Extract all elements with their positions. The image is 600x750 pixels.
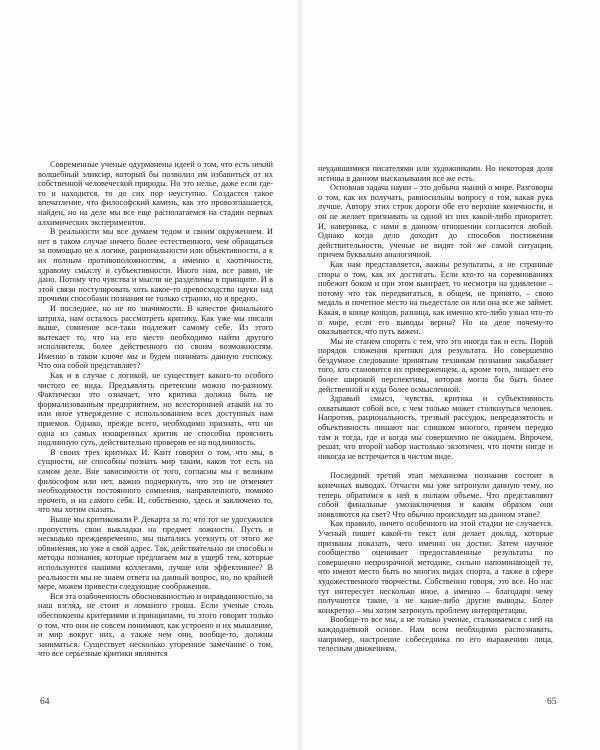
paragraph: И последнее, но не по значимости. В качестве финального штриха, нам осталось рассмотреть критику. Как уже мы писали выше, сомнение все-таки подлежит самому себе. Из этого вытекает то, что на его место необходимо найти другого исполнителя, более действенного по своим возможностям. Именно в таком ключе мы и будем понимать данную госпожу. Что она собой представляет?: [38, 303, 273, 371]
left-page-text: [38, 160, 273, 659]
right-page-text: [318, 164, 553, 654]
paragraph: Вся эта озабоченность обоснованностью и оправданностью, за наш взгляд, не стоит и ломаного гроша. Если ученые столь обеспокоены критериями и принципами, то этого говорит только о том, что они не совсем понимают, как устроено и их мышление, и мир вокруг них, а также чем они, вообще-то, должны заниматься. Существует несколько уторенное замечание о том, что все серьезные критики являются: [38, 591, 273, 659]
paragraph: Мы не станем спорить с тем, что это иногда так и есть. Порой порядок сложения критики для результата. Но совершенно бездумное следование принятым техникам познания закабаляет того, кто становится их приверженцем, а, кроме того, лишает его более широкой перспективы, которая могла бы быть более действенной и куда более осмысленной.: [318, 336, 553, 394]
paragraph: Как нам представляется, важны результаты, а не странные споры о том, как их достигать. Если кто-то на соревнованиях побежит боком и при этом выиграет, то несмотря на удивление – потому что так передвигаться, в общем, не принято, – свою медаль и почетное место на пьедестале он или она все же займет. Какая, в конце концов, разница, как именно кто-либо узнал что-то о мире, если его выводы верны? Но на деле почему-то оказывается, что путь важен.: [318, 259, 553, 337]
section-gap: [318, 461, 553, 471]
page-number-left: 64: [40, 697, 50, 707]
paragraph: Современные ученые одурманены идеей о том, что есть некий волшебный эликсир, который бы позволил им избавиться от их собственной человеческой природы. Но это нелье, даже если где-то и находится, то до сих пор неуступно. Создастся такое впечатление, что философский камень, как это провозглашается, найден, но на деле мы все еще располагаемся на стадии первых алхимических экспериментов.: [38, 160, 273, 227]
paragraph: Основная задача науки – это добыча знаний о мире. Разговоры о том, как их получать, равносильны вопросу о том, какая рука лучше. Автору этих строк дороги обе его верхние конечности, и он не желает признавать за одной из них какой-либо приоритет. И, наверника, с нами в данном отношении согласится любой. Однако когда дело доходит до способов постижения действительности, ученые не видят той же самой ситуации, причем буквально аналогичной.: [318, 183, 553, 260]
paragraph: Здравый смысл, чувства, критика и субъективность охватывают собой все, с чем только может столкнуться человек. Напротив, рациональность, трезвый рассудок, непредвзятость и объективность лишают нас слишком многого, причем передко там и тогда, где и когда мы совершенно не ожидаем. Впрочем, решат, что второй набор настолько экзотичен, что почти нигде и никогда не встречается в чистом виде.: [318, 394, 553, 461]
paragraph: Последний третий этап механизма познания состоит в конечных выводах. Отчасти мы уже затронули данную тему, но теперь обратимся к ней в полном объеме. Что представляют собой финальные умозаключения и каким образом они появляются на свет? Что обычно происходит на данном этапе?: [318, 471, 553, 519]
paragraph: Вообще-то все мы, а не только ученые, сталкиваемся с ней на каждодневной основе. Нам всем необходимо распознавать, например, настроение собеседника по его выражению лица, телесным движениям,: [318, 615, 553, 654]
paragraph: Выше мы критиковали Р. Декарта за то, что тот не удосужился пропустить свои выкладки на предмет ложности. Пусть и несколько преждевременно, мы пытались усекнуть от этого же обвинения, но уже в свой адрес. Так, действительно ли способы и методы познания, которые предлагаем мы в ущерб тем, которые используются нашими коллегами, лучше или эффективнее? В реальности мы не знаем ответа на данный вопрос, но, по крайней мере, можем привести следующие соображения.: [38, 514, 273, 592]
paragraph: В своих трех критиках И. Кант говорил о том, что мы, в сущности, не способны познать мир таким, каков тот есть на самом деле. Вне зависимости от того, согласны мы с великим философом или нет, важно подчеркнуть, что это не отменяет необходимости постоянного сомнения, направленного, помимо прочего, и на самого себя. И, собственно, здесь и заключено то, что мы хотим сказать.: [38, 447, 273, 515]
paragraph: Как правило, ничего особенного на этой стадии не случается. Ученый пишет какой-то текст или делает доклад, которые призваны показать, чего именно он достиг. Затем научное сообщество оценивает предоставленные результаты по совершенно непрозрачной методике, сильно напоминающей те, что имеют место быть во многих видах спорта, а также в сфере художественного творчества. Собственно говоря, это все. Но нас тут интересует несколько иное, а именно – благодаря чему получаются такие, а не какие-либо другие выводы. Более конкретно – мы хотим затронуть проблему интерпретации.: [318, 519, 553, 615]
page-number-right: 65: [547, 697, 557, 707]
book-gutter: [296, 0, 304, 750]
paragraph: неудавшимися писателями или художниками. Но некоторая доля истины в данном высказывании все же есть.: [318, 164, 553, 183]
paragraph: В реальности мы все думаем тедом и своим окружением. И нет в таком случае ничего более естественного, чем обращаться за помощью не к логике, рациональности или объективности, а к их полным противоположностям, а именно к хаотичности, здравому смыслу и субъективности. Иного нам, все равно, не дано. Потому что чувства и мысли не разделимы в принципе. И в этой связи постулировать хоть какое-то превосходство науки над прочими способами познания не только странно, но и вредно.: [38, 227, 273, 304]
paragraph: Как и в случае с логикой, не существует какого-то особого чистого ее вида. Предъявлять претензии можно по-разному. Фактически это означает, что критика должна быть не формализованным предприятием, но всесторонней атакой на то или иное утверждение с использованием всех доступных нам приемов. Однако, прежде всего, необходимо признать, что ни одна из самых изощренных критик не способна прояснить подлинную суть, действительно проверив ее на подлинность.: [38, 371, 273, 448]
